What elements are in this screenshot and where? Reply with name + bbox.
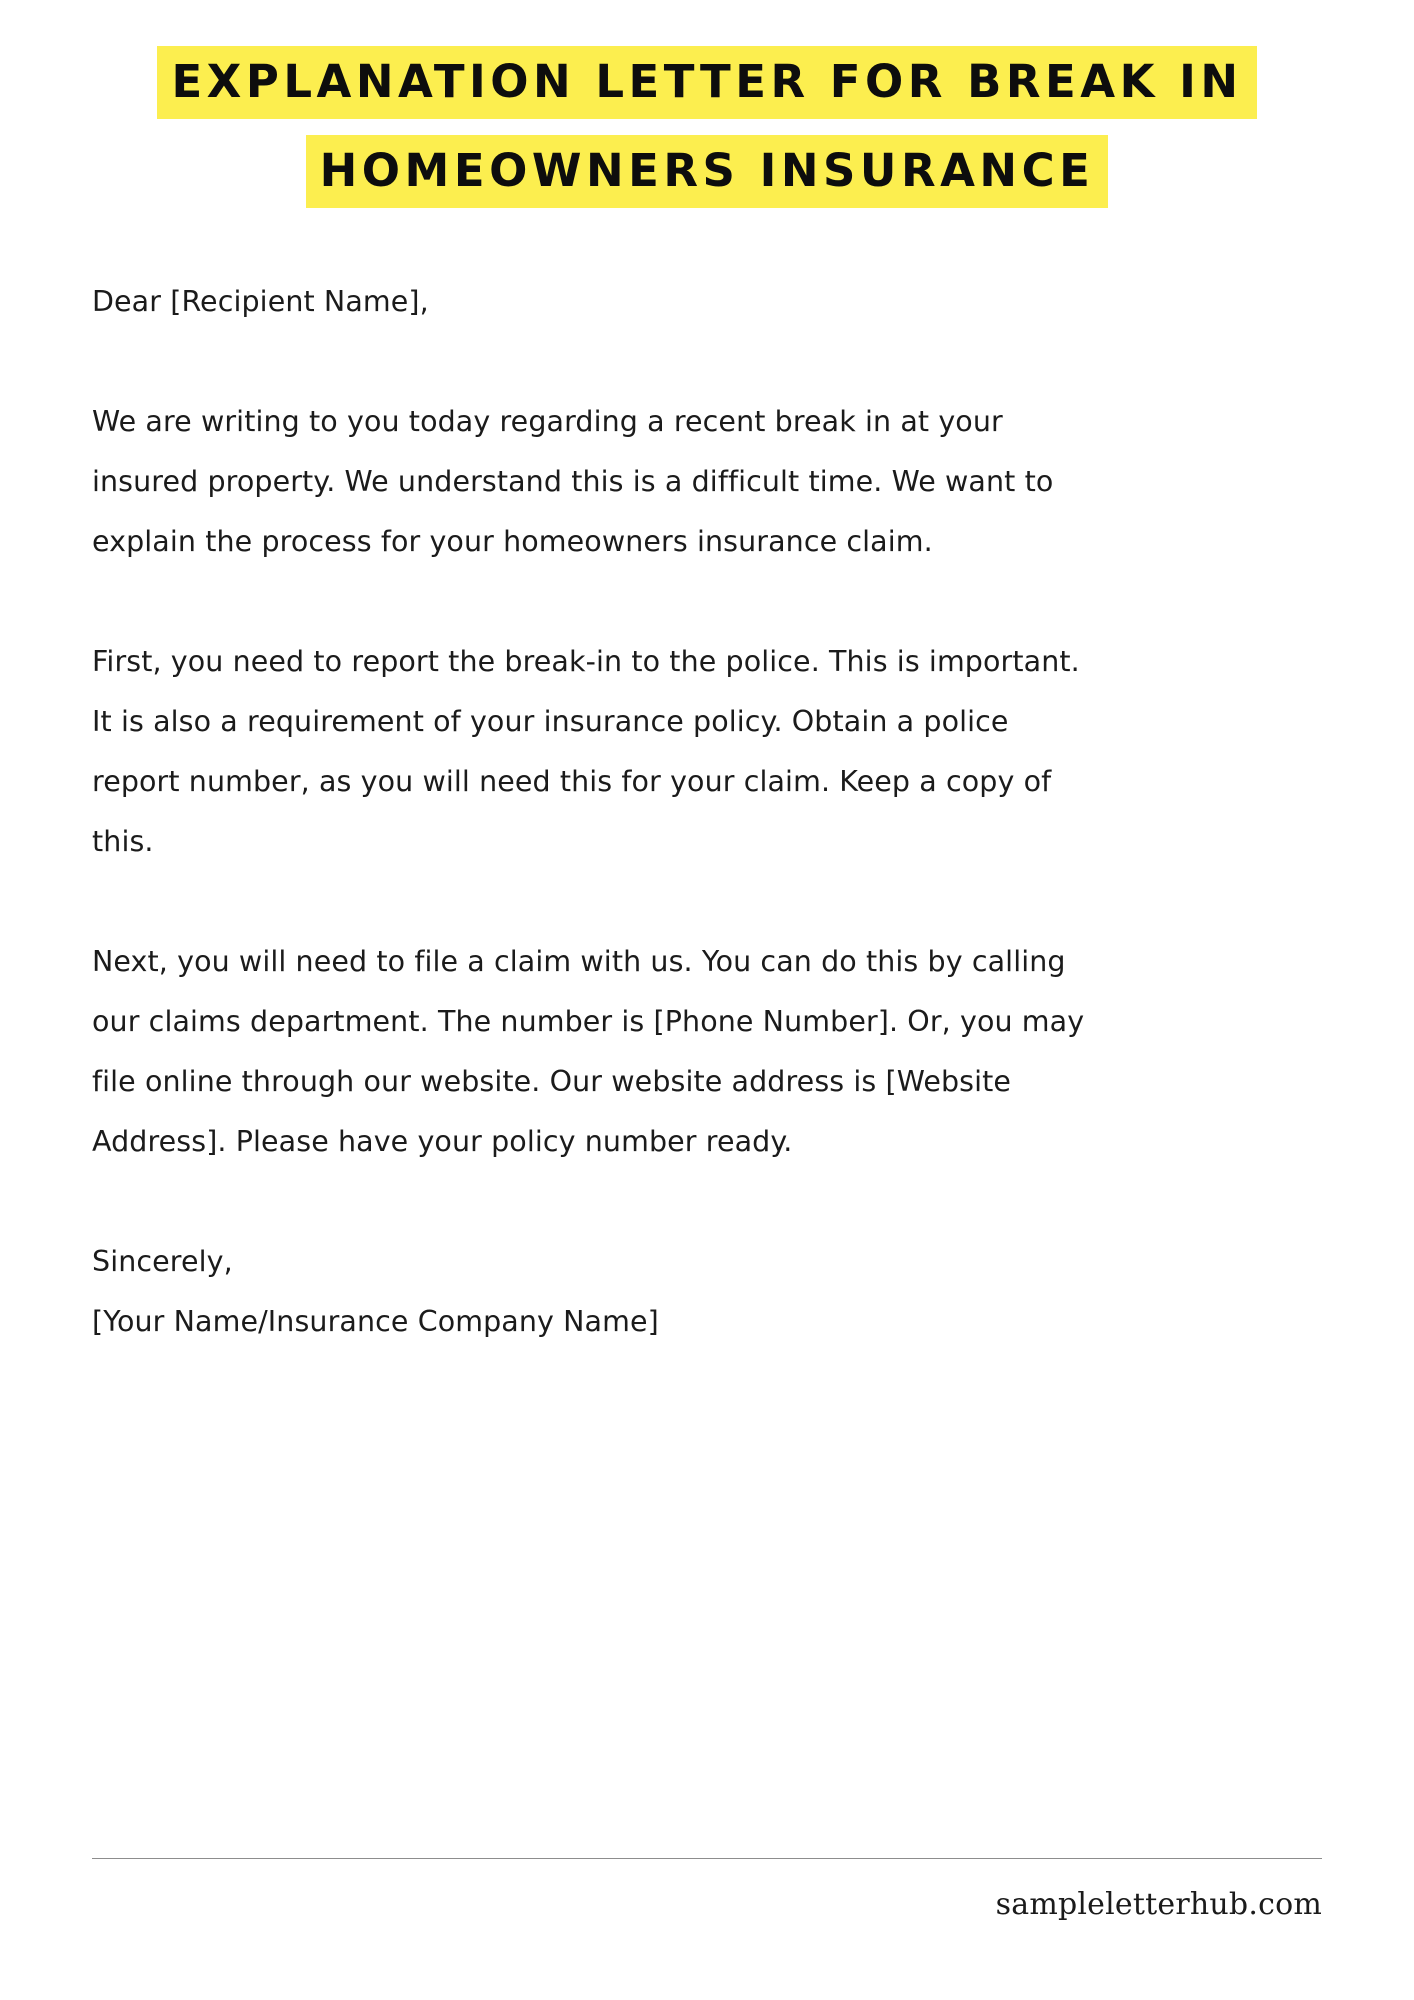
title-rows [0, 48, 1414, 226]
signature-line: [Your Name/Insurance Company Name] [92, 1305, 659, 1338]
title-row-1 [0, 48, 1414, 137]
paragraph-3: Next, you will need to file a claim with us. You can do this by calling our claims department. The number is [Phone Number]. Or, you may file online through our website. Our website address is [Website Address]. Please have your policy number ready. [92, 945, 1085, 1158]
letter-body [92, 272, 1092, 1352]
footer-site-name: sampleletterhub.com [995, 1887, 1322, 1922]
valediction: Sincerely, [92, 1245, 233, 1278]
title-row-2 [0, 137, 1414, 226]
paragraph-2: First, you need to report the break-in to the police. This is important. It is also a requirement of your insurance policy. Obtain a police report number, as you will need this for your claim. Keep a copy of this. [92, 645, 1080, 858]
footer-divider [92, 1858, 1322, 1859]
page-title [0, 48, 1414, 226]
salutation: Dear [Recipient Name], [92, 285, 429, 318]
letter-closing [92, 1232, 1092, 1352]
title-line-1: EXPLANATION LETTER FOR BREAK IN [157, 46, 1256, 119]
paragraph-1: We are writing to you today regarding a recent break in at your insured property. We understand this is a difficult time. We want to explain the process for your homeowners insurance claim. [92, 405, 1054, 558]
title-line-2: HOMEOWNERS INSURANCE [306, 135, 1109, 208]
